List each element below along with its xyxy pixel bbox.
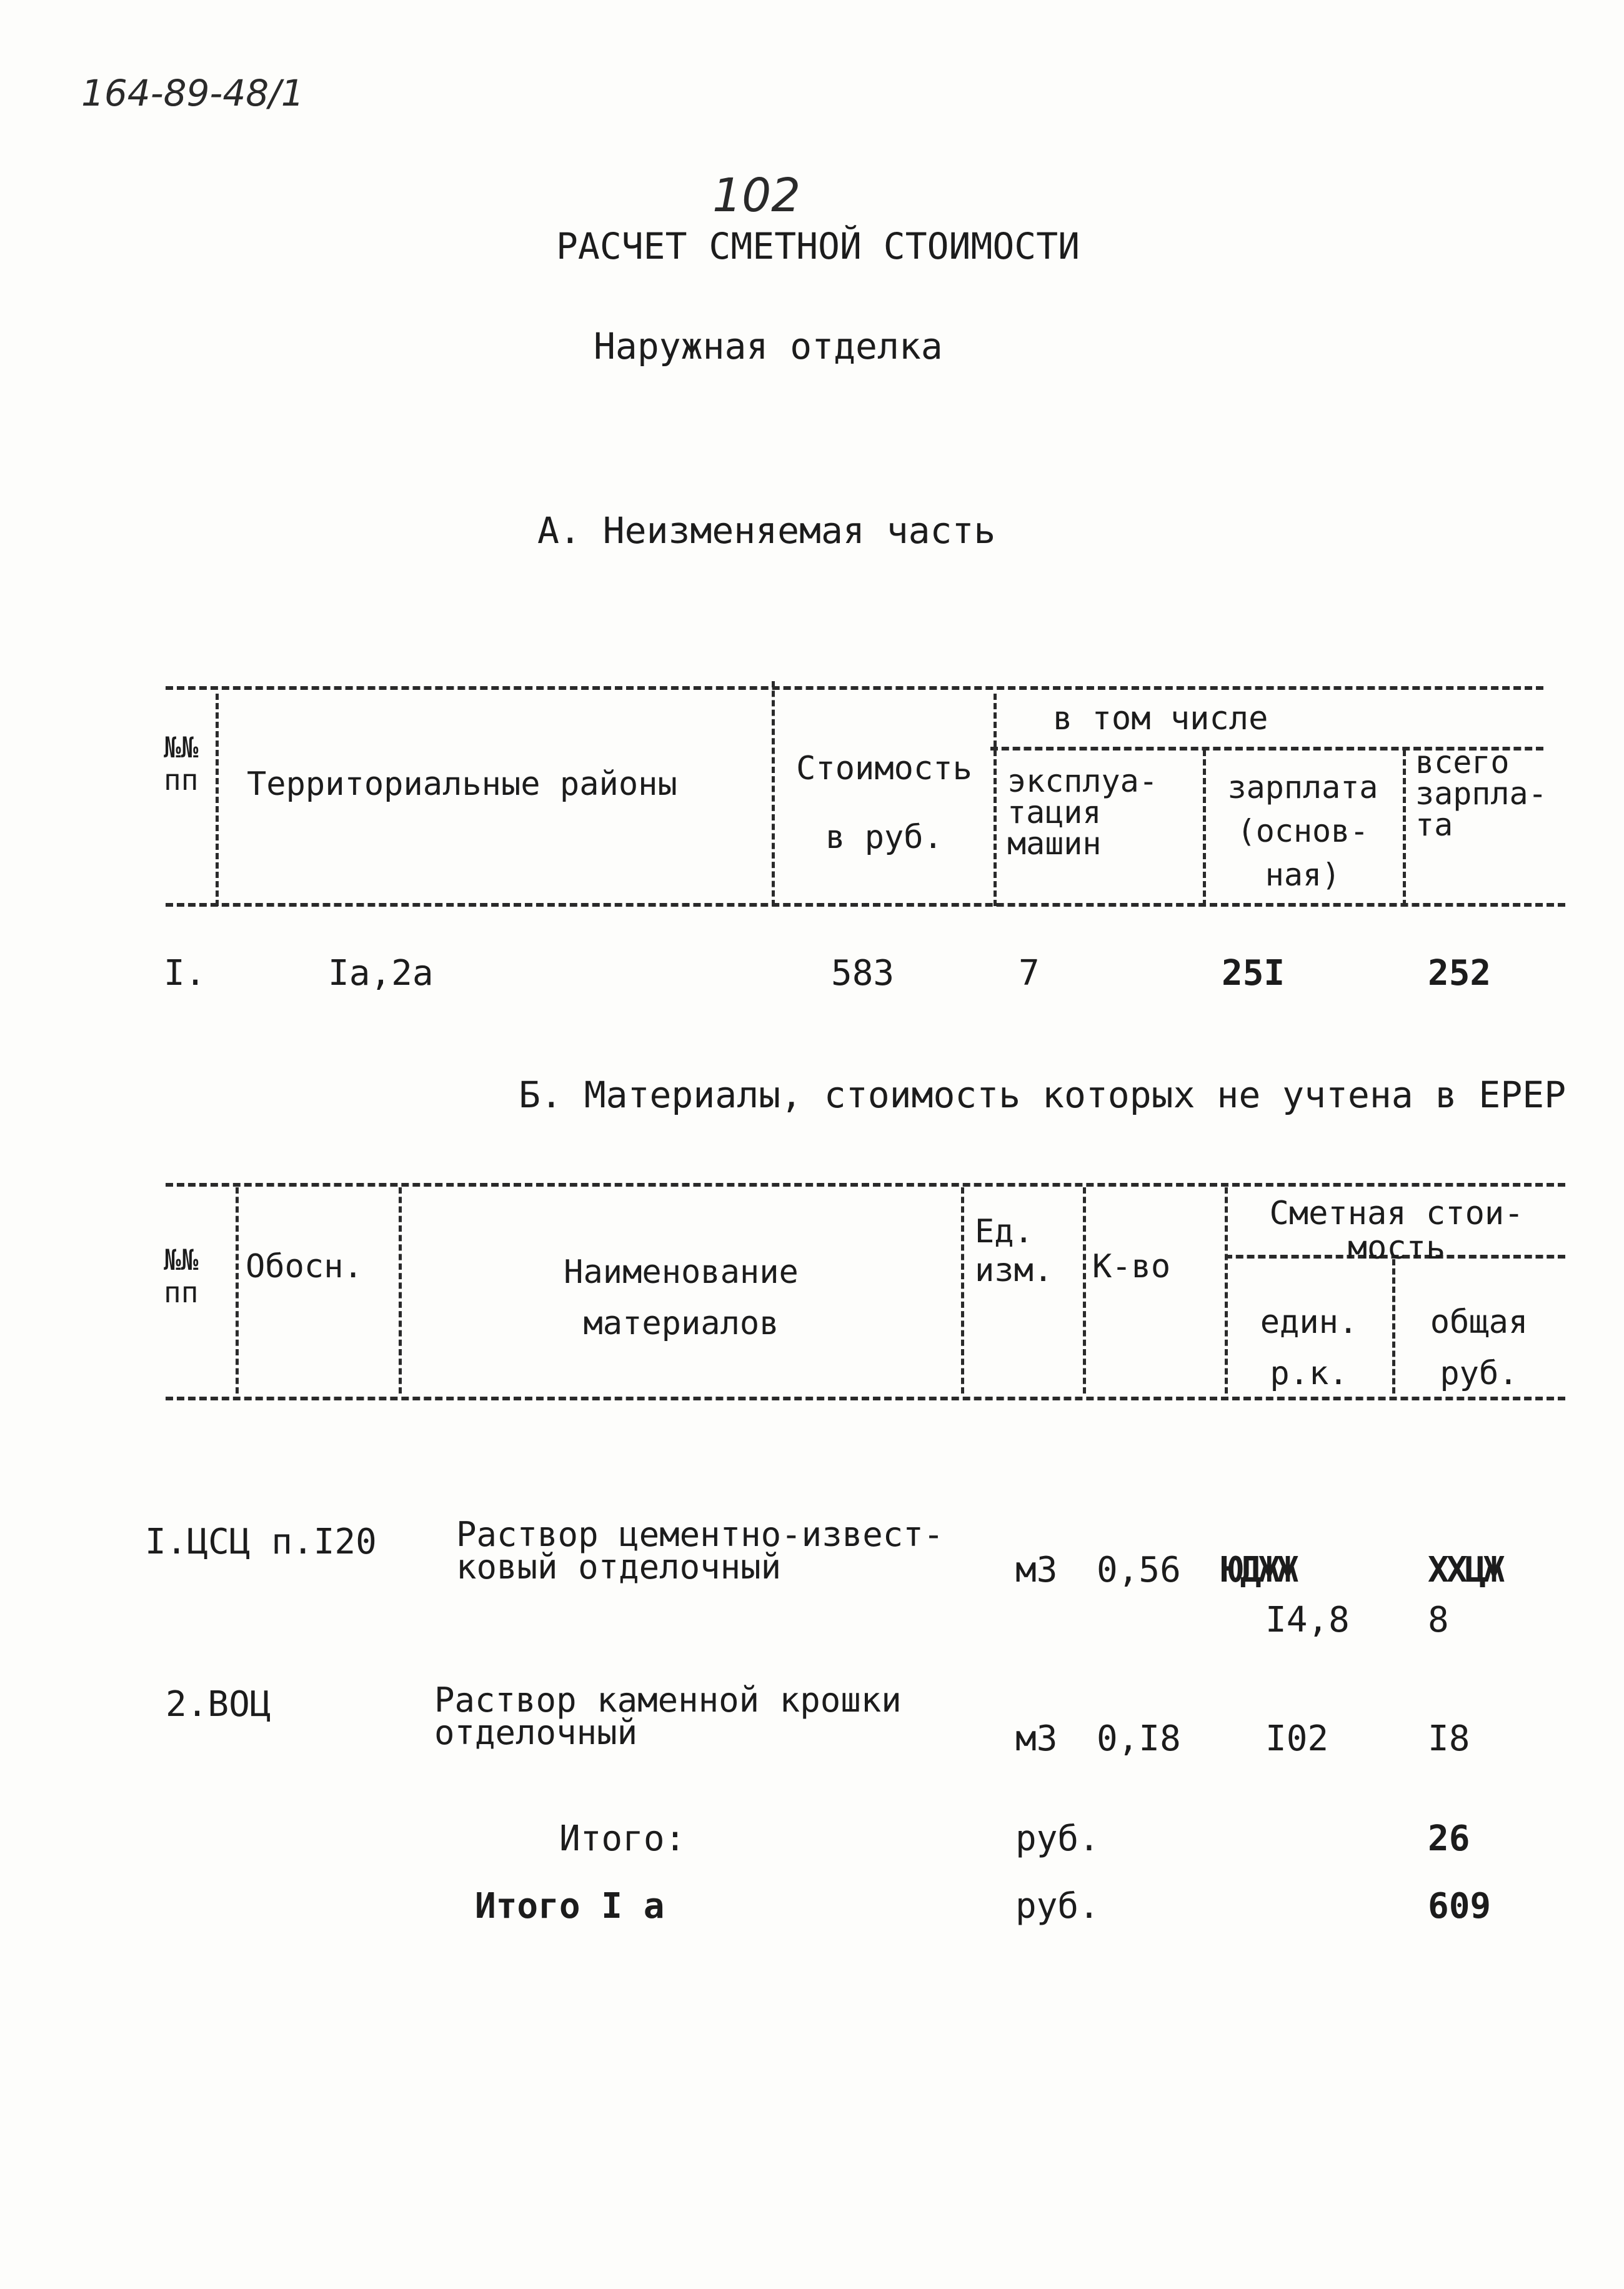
struck-out-total: ХХЦЖ: [1428, 1550, 1502, 1590]
col-header-cost: Стоимость в руб.: [796, 750, 972, 856]
col-header-unit-price: един. р.к.: [1260, 1304, 1358, 1392]
row-num-basis: I.ЦСЦ п.I20: [145, 1522, 377, 1562]
col-header-total: общая руб.: [1430, 1304, 1528, 1392]
row-qty: 0,I8: [1097, 1718, 1181, 1759]
col-header-num: №№ пп: [164, 731, 199, 797]
table-b-divider: [399, 1187, 402, 1394]
subtotal-unit: руб.: [1015, 1818, 1100, 1859]
row-machines: 7: [1019, 953, 1040, 994]
table-b-top-rule: [166, 1183, 1565, 1187]
row-total: I8: [1428, 1718, 1470, 1759]
total-value: 609: [1428, 1886, 1492, 1927]
col-header-qty: К-во: [1092, 1248, 1171, 1285]
row-wage: 25I: [1222, 953, 1285, 994]
subtotal-label: Итого:: [559, 1818, 686, 1859]
row-qty: 0,56: [1097, 1550, 1181, 1590]
row-unit-price: I02: [1265, 1718, 1329, 1759]
col-header-machines: эксплуа- тация машин: [1007, 763, 1158, 862]
table-b-divider: [236, 1187, 239, 1394]
table-a-divider: [1403, 750, 1406, 906]
col-header-basis: Обосн.: [246, 1248, 363, 1285]
col-header-unit: Ед. изм.: [975, 1213, 1054, 1289]
page-subtitle: Наружная отделка: [594, 325, 943, 367]
row-unit: м3: [1015, 1718, 1058, 1759]
row-unit-price: I4,8: [1265, 1600, 1350, 1640]
col-header-wage-total: всего зарпла- та: [1415, 744, 1547, 843]
document-code: 164-89-48/1: [81, 72, 304, 114]
page-title: РАСЧЕТ СМЕТНОЙ СТОИМОСТИ: [556, 225, 1080, 267]
row-unit: м3: [1015, 1550, 1058, 1590]
section-b-heading: Б. Материалы, стоимость которых не учтена в ЕРЕР: [519, 1074, 1567, 1116]
row-region: Iа,2а: [328, 953, 434, 994]
col-header-including: в том числе: [1053, 700, 1268, 737]
subtotal-value: 26: [1428, 1818, 1470, 1859]
row-cost: 583: [831, 953, 895, 994]
table-a-bottom-rule: [166, 903, 1565, 907]
table-a-top-rule: [166, 686, 1543, 690]
col-header-wage: зарплата (основ- ная): [1227, 769, 1378, 893]
page-number: 102: [712, 169, 801, 222]
table-b-divider: [961, 1187, 964, 1394]
col-header-regions: Территориальные районы: [247, 765, 677, 803]
row-num-basis: 2.ВОЦ: [166, 1684, 271, 1725]
table-a-divider: [772, 681, 775, 906]
table-a-divider: [994, 694, 997, 906]
row-material-name: Раствор каменной крошки отделочный: [434, 1680, 902, 1752]
table-a-divider: [216, 694, 219, 906]
col-header-num: №№ пп: [164, 1243, 199, 1309]
struck-out-unit-price: ЮДЖЖ: [1222, 1550, 1296, 1590]
row-num: I.: [164, 953, 206, 994]
section-a-heading: А. Неизменяемая часть: [537, 509, 996, 552]
total-label: Итого I а: [475, 1886, 665, 1927]
col-header-estimated-cost: Сметная стои- мость: [1269, 1195, 1524, 1267]
row-wage-total: 252: [1428, 953, 1492, 994]
row-material-name: Раствор цементно-извест- ковый отделочный: [456, 1515, 944, 1587]
total-unit: руб.: [1015, 1886, 1100, 1927]
col-header-name: Наименование материалов: [564, 1254, 799, 1342]
row-total: 8: [1428, 1600, 1449, 1640]
table-b-divider: [1083, 1187, 1086, 1394]
